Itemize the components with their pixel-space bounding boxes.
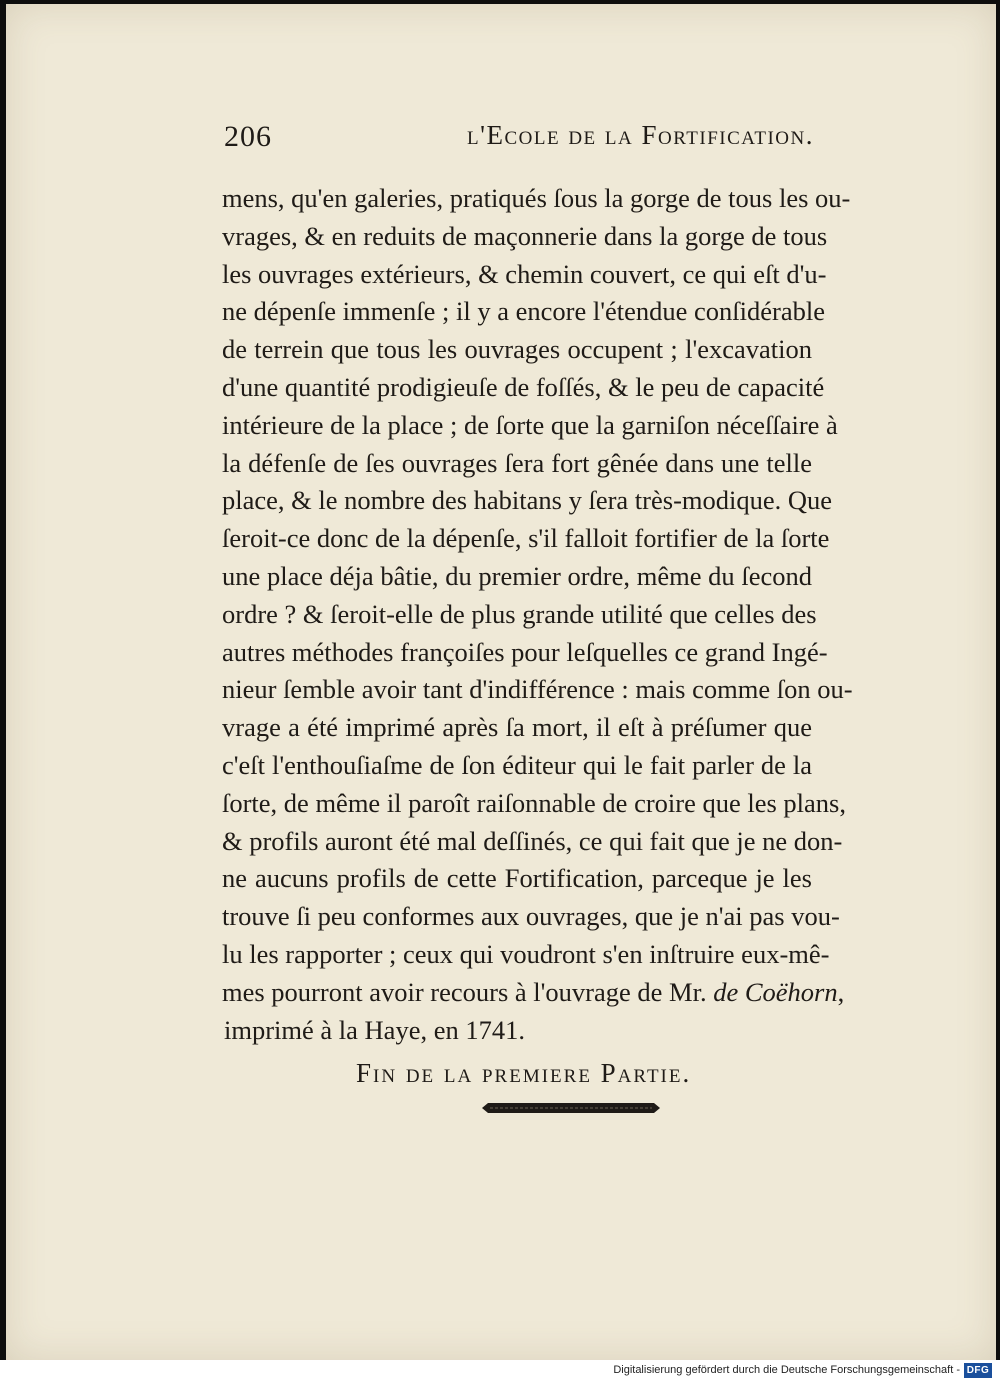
text-line: ne dépenſe immenſe ; il y a encore l'étendue conſidérable [222, 296, 825, 327]
text-line: ſorte, de même il paroît raiſonnable de croire que les plans, [222, 787, 846, 818]
text-span: mes pourront avoir recours à l'ouvrage de Mr. [222, 976, 707, 1007]
body-text [222, 180, 853, 1049]
text-line: les ouvrages extérieurs, & chemin couvert, ce qui eſt d'u- [222, 258, 827, 289]
ornament-rule-icon [480, 1100, 662, 1116]
text-line: ſeroit-ce donc de la dépenſe, s'il falloit fortifier de la ſorte [222, 523, 830, 554]
text-line: vrage a été imprimé après ſa mort, il eſt à préſumer que [222, 712, 812, 743]
text-line: imprimé à la Haye, en 1741. [224, 1014, 525, 1045]
text-line: d'une quantité prodigieuſe de foſſés, & le peu de capacité [222, 371, 825, 402]
text-line [222, 974, 845, 1012]
text-line: trouve ſi peu conformes aux ouvrages, que je n'ai pas vou- [222, 901, 840, 932]
footer-bar [0, 1360, 1000, 1384]
text-line: une place déja bâtie, du premier ordre, même du ſecond [222, 560, 812, 591]
text-line: ne aucuns profils de cette Fortification, parceque je les [222, 863, 812, 894]
text-line: nieur ſemble avoir tant d'indifférence : mais comme ſon ou- [222, 674, 853, 705]
italic-name: de Coëhorn [713, 976, 838, 1007]
page-header [224, 120, 814, 160]
dfg-logo: DFG [964, 1363, 992, 1378]
text-line: place, & le nombre des habitans y ſera très-modique. Que [222, 485, 833, 516]
text-line: intérieure de la place ; de ſorte que la garniſon néceſſaire à [222, 409, 838, 440]
text-line: c'eſt l'enthouſiaſme de ſon éditeur qui le fait parler de la [222, 749, 812, 780]
text-line: vrages, & en reduits de maçonnerie dans la gorge de tous [222, 220, 828, 251]
text-line: la défenſe de ſes ouvrages ſera fort gênée dans une telle [222, 447, 812, 478]
text-line: autres méthodes françoiſes pour leſquelles ce grand Ingé- [222, 636, 828, 667]
text-line: & profils auront été mal deſſinés, ce qui fait que je ne don- [222, 825, 843, 856]
text-span: , [837, 976, 845, 1007]
page-number: 206 [224, 120, 272, 153]
text-line: de terrein que tous les ouvrages occupent ; l'excavation [222, 334, 812, 365]
text-line: ordre ? & ſeroit-elle de plus grande utilité que celles des [222, 598, 817, 629]
end-of-part-title: Fin de la premiere Partie. [356, 1058, 692, 1088]
running-title: l'Ecole de la Fortification. [467, 120, 814, 150]
text-line: lu les rapporter ; ceux qui voudront s'en inſtruire eux-mê- [222, 938, 830, 969]
footer-credit: Digitalisierung gefördert durch die Deutsche Forschungsgemeinschaft - [613, 1364, 960, 1376]
text-line: mens, qu'en galeries, pratiqués ſous la gorge de tous les ou- [222, 183, 851, 213]
